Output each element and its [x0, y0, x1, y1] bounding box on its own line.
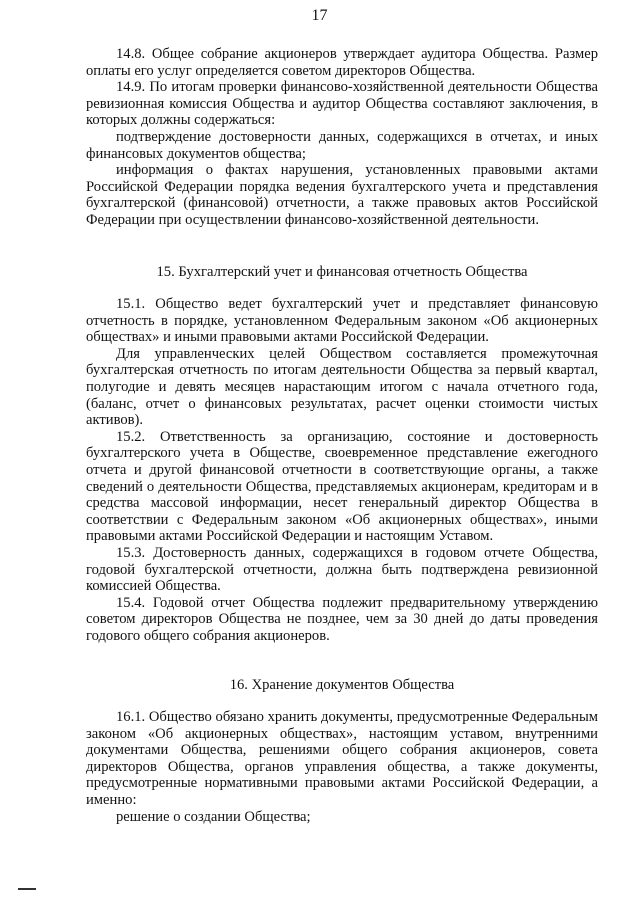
paragraph-16-1: 16.1. Общество обязано хранить документы, предусмотренные Федеральным законом «Об акционерных обществах», настоящим уставом, внутренними документами Общества, решениями общего собрания акционеров, совета директоров Общества, органов управления общества, а также документы, предусмотренные нормативными правовыми актами Российской Федерации, а именно: [86, 709, 598, 808]
paragraph-creation-decision: решение о создании Общества; [116, 808, 311, 825]
paragraph-14-9: 14.9. По итогам проверки финансово-хозяйственной деятельности Общества ревизионная комиссия Общества и аудитор Общества составляют заключения, в которых должны содержаться: [86, 79, 598, 129]
paragraph-15-2: 15.2. Ответственность за организацию, состояние и достоверность бухгалтерского учета в Обществе, своевременное представление ежегодного отчета и другой финансовой отчетности в соответствующие органы, а также сведений о деятельности Общества, представляемых акционерам, кредиторам и в средства массовой информации, несет генеральный директор Общества в соответствии с Федеральным законом «Об акционерных обществах», иными правовыми актами Российской Федерации и настоящим Уставом. [86, 428, 598, 545]
section-16-body [86, 709, 598, 825]
paragraph-violations-info: информация о фактах нарушения, установленных правовыми актами Российской Федерации порядка ведения бухгалтерского учета и представления бухгалтерской (финансовой) отчетности, а также правовых актов Российской Федерации при осуществлении финансово-хозяйственной деятельности. [86, 162, 598, 228]
section-15-body [86, 296, 598, 644]
page-number: 17 [311, 7, 328, 24]
paragraph-15-4: 15.4. Годовой отчет Общества подлежит предварительному утверждению советом директоров Общества не позднее, чем за 30 дней до даты проведения годового общего собрания акционеров. [86, 594, 598, 644]
paragraph-confirmation: подтверждение достоверности данных, содержащихся в отчетах, и иных финансовых документов общества; [86, 128, 598, 162]
section-16-title: 16. Хранение документов Общества [229, 677, 455, 693]
paragraph-management-reporting: Для управленческих целей Обществом составляется промежуточная бухгалтерская отчетность по итогам деятельности Общества за первый квартал, полугодие и девять месяцев нарастающим итогом с начала отчетного года, (баланс, отчет о финансовых результатах, расчет оценки стоимости чистых активов). [86, 345, 598, 429]
section-15-title: 15. Бухгалтерский учет и финансовая отчетность Общества [156, 264, 528, 280]
paragraph-15-3: 15.3. Достоверность данных, содержащихся в годовом отчете Общества, годовой бухгалтерской отчетности, должна быть подтверждена ревизионной комиссией Общества. [86, 544, 598, 595]
section-14-continuation [86, 46, 598, 229]
paragraph-15-1: 15.1. Общество ведет бухгалтерский учет и представляет финансовую отчетность в порядке, установленном Федеральным законом «Об акционерных обществах» и иными правовыми актами Российской Федерации. [86, 296, 598, 346]
paragraph-14-8: 14.8. Общее собрание акционеров утверждает аудитора Общества. Размер оплаты его услуг определяется советом директоров Общества. [86, 46, 598, 79]
scan-mark [18, 888, 36, 890]
